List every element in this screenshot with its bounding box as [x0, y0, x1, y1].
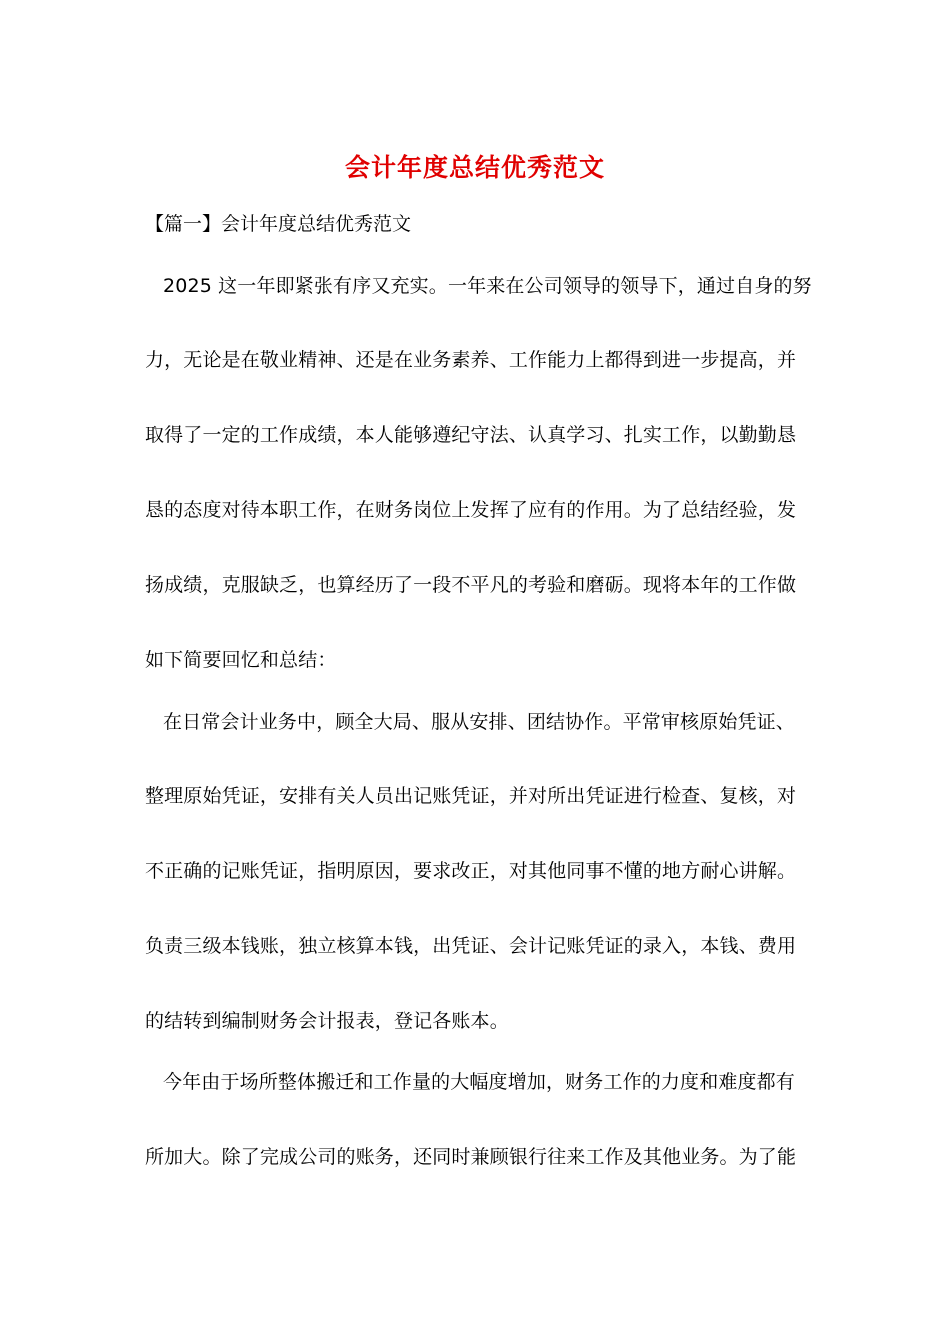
paragraph-line: 恳的态度对待本职工作，在财务岗位上发挥了应有的作用。为了总结经验，发 [145, 499, 797, 521]
document-title: 会计年度总结优秀范文 [344, 153, 605, 182]
paragraph-line: 负责三级本钱账，独立核算本钱，出凭证、会计记账凭证的录入，本钱、费用 [145, 935, 797, 957]
paragraph-line: 的结转到编制财务会计报表，登记各账本。 [145, 1010, 509, 1032]
paragraph-line: 不正确的记账凭证，指明原因，要求改正，对其他同事不懂的地方耐心讲解。 [145, 860, 797, 882]
paragraph-line: 在日常会计业务中，顾全大局、服从安排、团结协作。平常审核原始凭证、 [163, 711, 795, 733]
paragraph-line: 所加大。除了完成公司的账务，还同时兼顾银行往来工作及其他业务。为了能 [145, 1146, 797, 1168]
section-heading: 【篇一】会计年度总结优秀范文 [145, 213, 412, 235]
paragraph-line: 如下简要回忆和总结： [145, 649, 337, 671]
paragraph-line: 今年由于场所整体搬迁和工作量的大幅度增加，财务工作的力度和难度都有 [163, 1071, 795, 1093]
paragraph-line: 2025 这一年即紧张有序又充实。一年来在公司领导的领导下，通过自身的努 [163, 275, 812, 297]
paragraph-line: 整理原始凭证，安排有关人员出记账凭证，并对所出凭证进行检查、复核，对 [145, 785, 797, 807]
paragraph-line: 力，无论是在敬业精神、还是在业务素养、工作能力上都得到进一步提高，并 [145, 349, 797, 371]
paragraph-line: 扬成绩，克服缺乏，也算经历了一段不平凡的考验和磨砺。现将本年的工作做 [145, 574, 797, 596]
paragraph-line: 取得了一定的工作成绩，本人能够遵纪守法、认真学习、扎实工作，以勤勤恳 [145, 424, 797, 446]
